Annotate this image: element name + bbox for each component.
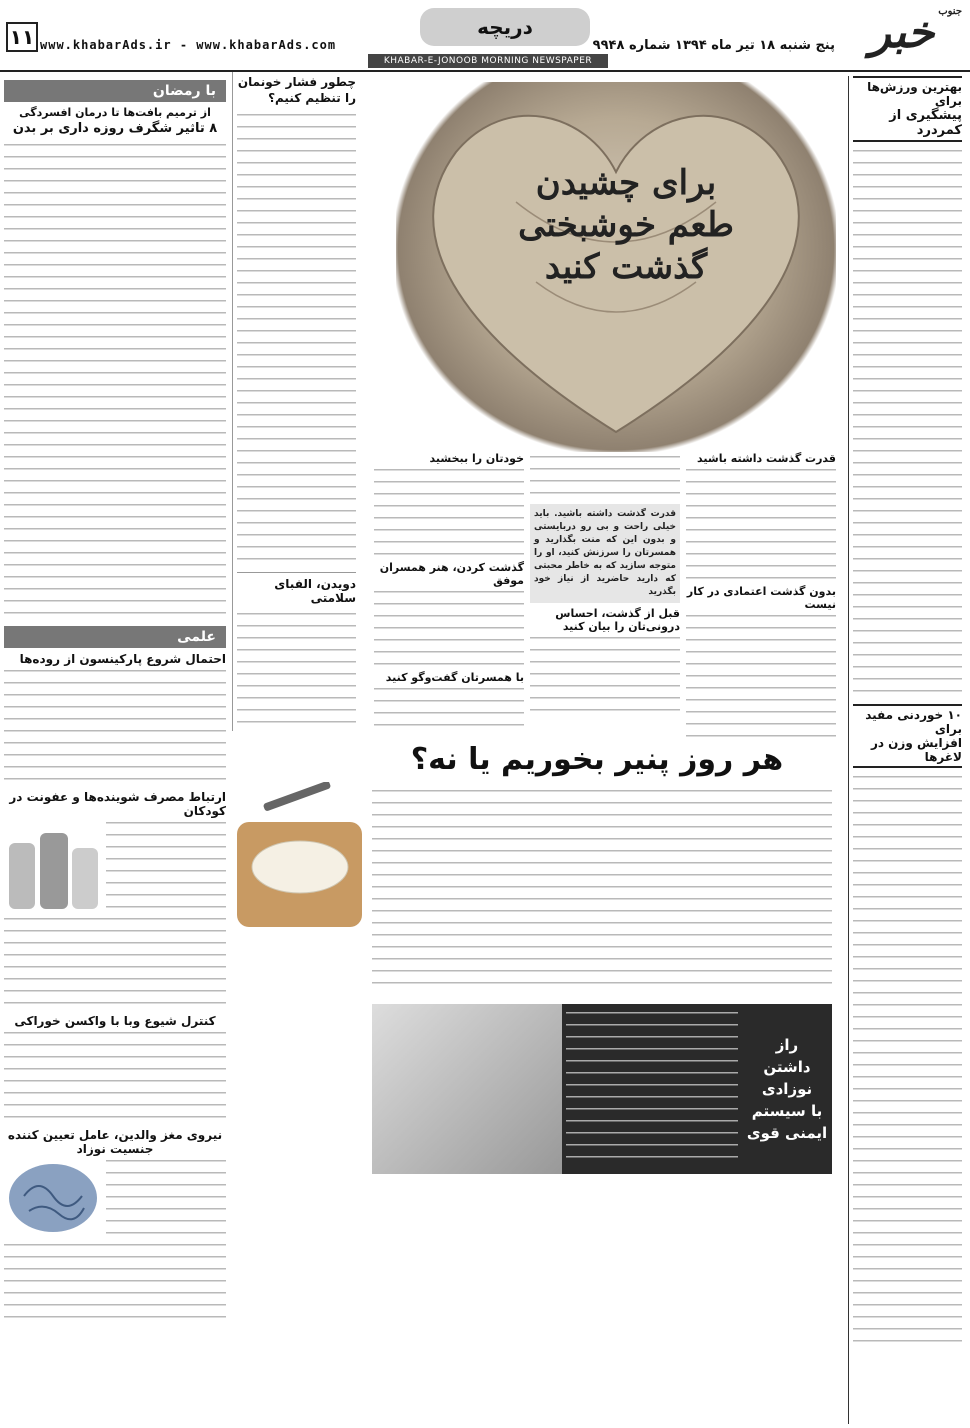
cheese-article — [232, 742, 832, 1424]
left-column — [4, 76, 226, 1424]
page-number: ۱۱ — [6, 22, 38, 52]
science-badge: علمی — [4, 626, 226, 648]
sleeping-baby-photo — [372, 1004, 562, 1174]
sci-title-3: کنترل شیوع وبا با واکسن خوراکی — [14, 1014, 216, 1028]
running-title: دویدن، الفبای سلامتی — [237, 572, 356, 605]
sci-title-2: ارتباط مصرف شوینده‌ها و عفونت در کودکان — [9, 790, 226, 818]
sci-body-3 — [4, 1028, 226, 1124]
forgiveness-subhead-2: قبل از گذشت، احساس درونی‌تان را بیان کنید — [555, 607, 680, 633]
sci-body-1 — [4, 666, 226, 786]
ramadan-body — [4, 140, 226, 620]
sci-title-1: احتمال شروع پارکینسون از روده‌ها — [19, 652, 226, 666]
forgiveness-subhead-6: با همسرتان گفت‌وگو کنید — [385, 671, 524, 684]
ramadan-badge: با رمضان — [4, 80, 226, 102]
blood-pressure-title: چطور فشار خونمان را تنظیم کنیم؟ — [237, 75, 356, 105]
blood-pressure-body — [237, 110, 356, 566]
ramadan-title: ۸ تاثیر شگرف روزه داری بر بدن — [12, 121, 218, 136]
cheese-photo — [232, 782, 367, 932]
baby-box-title-1: راز — [775, 1036, 799, 1054]
blood-pressure-column — [232, 72, 360, 742]
baby-box-title — [742, 1004, 832, 1174]
forgiveness-col-1 — [686, 452, 836, 742]
forgiveness-subhead-3: بدون گذشت اعتمادی در کار نیست — [686, 585, 836, 611]
forgiveness-headline: برای چشیدن طعم خوشبختی گذشت کنید — [518, 163, 734, 287]
right-article-1-body — [853, 146, 962, 698]
forgiveness-col-2 — [530, 452, 680, 742]
logo-text: خبر — [869, 6, 935, 58]
sci-title-4: نیروی مغز والدین، عامل تعیین کننده جنسیت نوزاد — [7, 1128, 223, 1156]
section-title: دریچه — [420, 8, 590, 46]
site-url[interactable]: www.khabarAds.ir - www.khabarAds.com — [40, 38, 337, 52]
baby-box-text — [562, 1004, 742, 1174]
cheese-headline: هر روز پنیر بخوریم یا نه؟ — [410, 742, 784, 777]
cheese-intro-text — [372, 786, 832, 946]
forgiveness-article — [366, 72, 836, 742]
forgiveness-subhead-1: قدرت گذشت داشته باشید — [697, 452, 836, 465]
sci-body-4 — [106, 1156, 226, 1240]
cheese-body-text — [372, 942, 832, 1002]
cheese-board-icon — [232, 782, 367, 932]
running-body — [237, 609, 356, 729]
forgiveness-pull-quote — [530, 504, 680, 603]
right-article-1-title-line1: بهترین ورزش‌ها برای — [853, 76, 962, 108]
pull-quote-text: قدرت گذشت داشته باشید. باید خیلی راحت و بی رو دربایستی و بدون این که منت بگذارید و همسرتان را سرزنش کنید، او را متوجه سازید که به خاطر محبتی که دارید حاضرید از نیاز خود بگذرید — [534, 509, 676, 597]
right-article-2-title-line2: افزایش وزن در لاغرها — [853, 736, 962, 768]
right-article-2-title-line1: ۱۰ خوردنی مفید برای — [853, 704, 962, 736]
brain-icon — [4, 1156, 102, 1240]
masthead-ribbon: KHABAR-E-JONOOB MORNING NEWSPAPER — [368, 54, 608, 68]
sci-body-4b — [4, 1240, 226, 1324]
sci-body-2 — [106, 818, 226, 914]
right-article-1-title-line2: پیشگیری از کمردرد — [853, 108, 962, 142]
forgiveness-subhead-5: گذشت کردن، هنر همسران موفق — [379, 561, 524, 587]
forgiveness-col-3 — [374, 452, 524, 742]
baby-immunity-box — [372, 1004, 832, 1174]
ramadan-subtitle: از ترمیم بافت‌ها تا درمان افسردگی — [19, 106, 211, 119]
issue-date: پنج شنبه ۱۸ تیر ماه ۱۳۹۴ شماره ۹۹۴۸ — [592, 38, 835, 53]
newspaper-logo[interactable] — [842, 4, 962, 60]
sci-body-2b — [4, 914, 226, 1010]
detergent-bottles-icon — [4, 818, 102, 914]
right-article-2-body — [853, 772, 962, 1348]
logo-small-text: جنوب — [938, 6, 962, 17]
baby-box-title-4: ایمنی قوی — [746, 1124, 828, 1142]
forgiveness-subhead-4: خودتان را ببخشید — [429, 452, 524, 465]
baby-box-title-2: داشتن نوزادی — [761, 1058, 813, 1098]
baby-box-title-3: با سیستم — [751, 1102, 823, 1120]
right-column — [848, 76, 966, 1424]
masthead — [0, 0, 970, 72]
